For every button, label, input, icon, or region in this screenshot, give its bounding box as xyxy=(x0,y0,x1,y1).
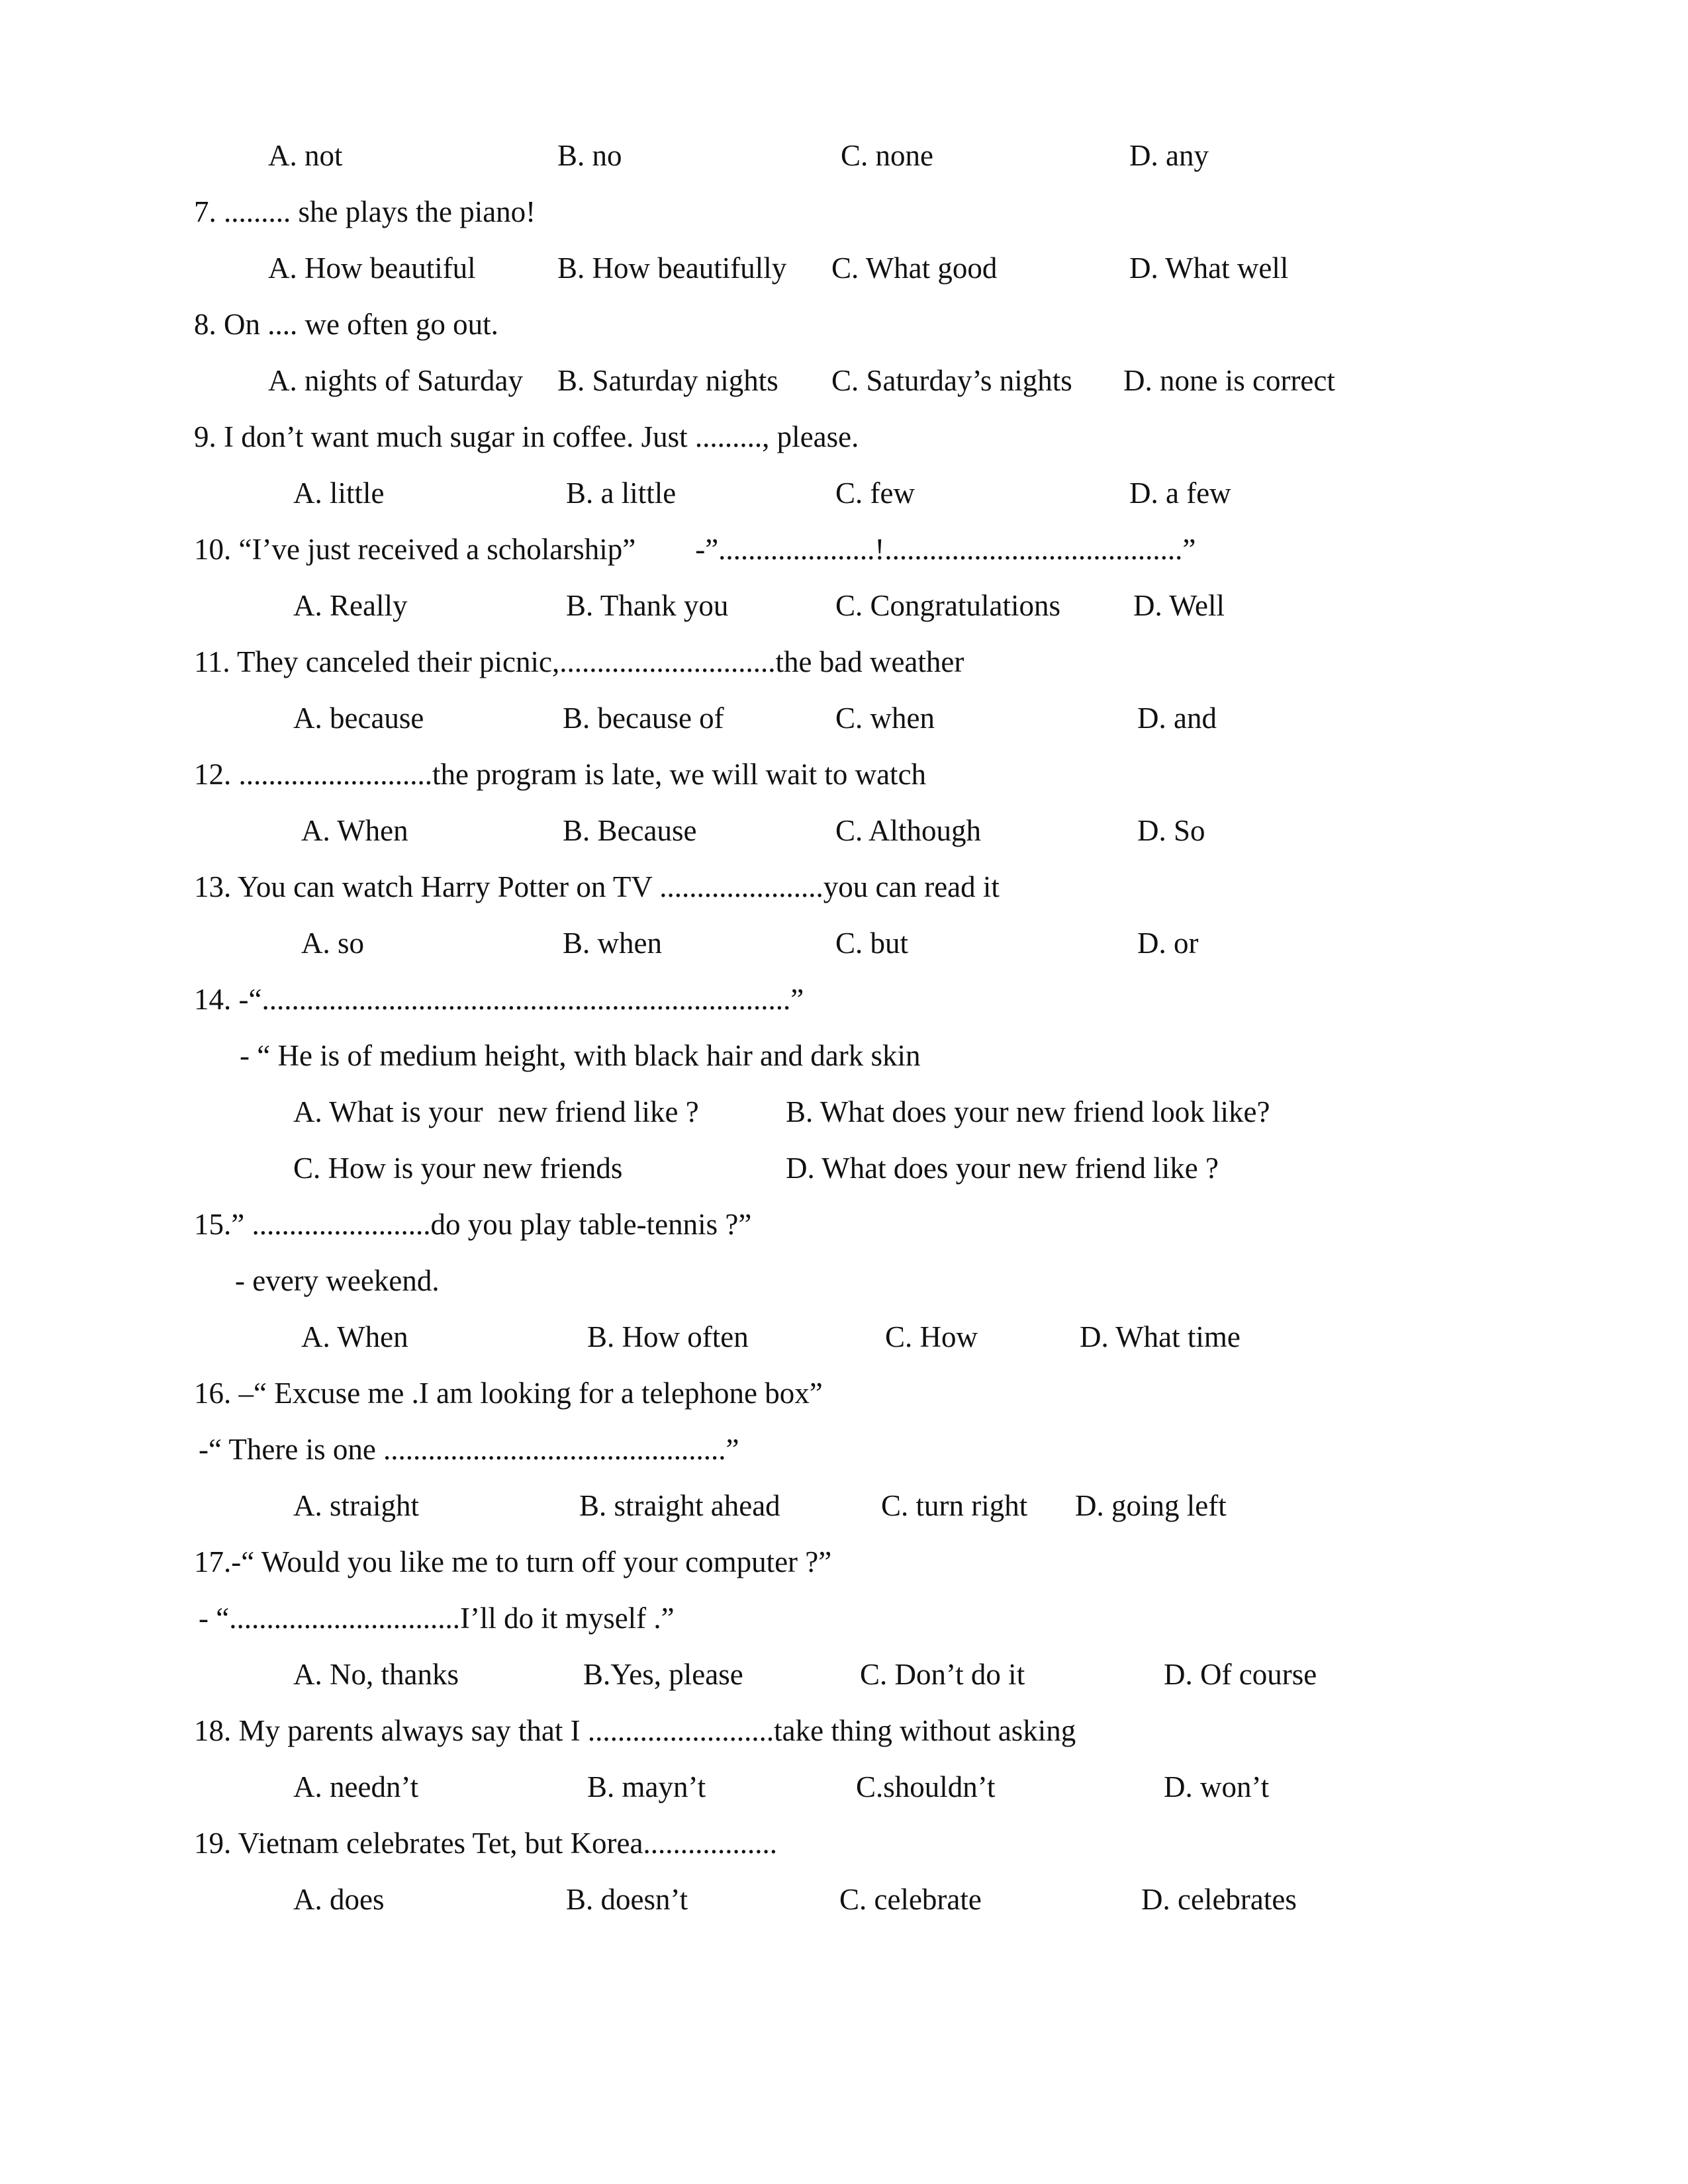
option-d: D. a few xyxy=(1129,477,1231,510)
answer-line: - “ He is of medium height, with black hair and dark skin xyxy=(240,1039,921,1072)
answer-line: - every weekend. xyxy=(235,1264,440,1297)
option-a: A. How beautiful xyxy=(268,251,476,285)
option-a: A. because xyxy=(293,702,424,735)
option-a: A. does xyxy=(293,1883,385,1916)
question-9: 9. I don’t want much sugar in coffee. Just ........., please. xyxy=(194,420,859,453)
question-17: 17.-“ Would you like me to turn off your computer ?” xyxy=(194,1545,832,1578)
option-b: B. because of xyxy=(563,702,724,735)
option-d: D. Of course xyxy=(1164,1658,1317,1691)
option-a: A. Really xyxy=(293,589,408,622)
option-b: B. no xyxy=(557,139,622,172)
option-b: B. Thank you xyxy=(566,589,729,622)
option-c: C. Congratulations xyxy=(835,589,1060,622)
question-18: 18. My parents always say that I .........................take thing without asking xyxy=(194,1714,1076,1747)
option-c: C. Don’t do it xyxy=(860,1658,1025,1691)
option-d: D. any xyxy=(1129,139,1209,172)
option-a: A. nights of Saturday xyxy=(268,364,523,397)
option-b: B. Saturday nights xyxy=(557,364,778,397)
option-a: A. When xyxy=(301,1320,408,1353)
option-d: D. and xyxy=(1137,702,1217,735)
option-c: C. How is your new friends xyxy=(293,1152,623,1185)
option-d: D. So xyxy=(1137,814,1205,847)
option-c: C. few xyxy=(835,477,915,510)
question-14: 14. -“.......................................................................” xyxy=(194,983,804,1016)
option-a: A. When xyxy=(301,814,408,847)
option-d: D. won’t xyxy=(1164,1770,1270,1803)
option-a: A. What is your new friend like ? xyxy=(293,1095,699,1128)
option-d: D. celebrates xyxy=(1141,1883,1297,1916)
question-12: 12. ..........................the program is late, we will wait to watch xyxy=(194,758,927,791)
option-a: A. so xyxy=(301,927,365,960)
option-a: A. straight xyxy=(293,1489,419,1522)
question-7: 7. ......... she plays the piano! xyxy=(194,195,536,228)
question-10: 10. “I’ve just received a scholarship” -”.....................!........................................” xyxy=(194,533,1196,566)
option-c: C. How xyxy=(885,1320,978,1353)
option-b: B. What does your new friend look like? xyxy=(786,1095,1270,1128)
option-b: B. Because xyxy=(563,814,697,847)
question-8: 8. On .... we often go out. xyxy=(194,308,498,341)
option-a: A. not xyxy=(268,139,343,172)
option-c: C. celebrate xyxy=(839,1883,982,1916)
option-d: D. Well xyxy=(1133,589,1225,622)
option-d: D. or xyxy=(1137,927,1199,960)
question-11: 11. They canceled their picnic,.............................the bad weather xyxy=(194,645,964,678)
option-c: C.shouldn’t xyxy=(856,1770,996,1803)
option-b: B. a little xyxy=(566,477,677,510)
option-a: A. little xyxy=(293,477,385,510)
option-d: D. What time xyxy=(1080,1320,1241,1353)
option-c: C. Although xyxy=(835,814,982,847)
option-c: C. Saturday’s nights xyxy=(831,364,1072,397)
option-a: A. needn’t xyxy=(293,1770,419,1803)
answer-line: - “...............................I’ll do it myself .” xyxy=(199,1602,675,1635)
question-15: 15.” ........................do you play table-tennis ?” xyxy=(194,1208,752,1241)
option-a: A. No, thanks xyxy=(293,1658,459,1691)
option-c: C. none xyxy=(841,139,933,172)
question-19: 19. Vietnam celebrates Tet, but Korea.................. xyxy=(194,1827,777,1860)
option-d: D. going left xyxy=(1075,1489,1227,1522)
option-c: C. What good xyxy=(831,251,998,285)
option-b: B. How beautifully xyxy=(557,251,787,285)
option-b: B.Yes, please xyxy=(583,1658,743,1691)
answer-line: -“ There is one ..............................................” xyxy=(199,1433,739,1466)
option-b: B. How often xyxy=(587,1320,749,1353)
option-b: B. doesn’t xyxy=(566,1883,688,1916)
option-c: C. but xyxy=(835,927,909,960)
option-c: C. when xyxy=(835,702,935,735)
question-13: 13. You can watch Harry Potter on TV ......................you can read it xyxy=(194,870,1000,903)
option-d: D. none is correct xyxy=(1123,364,1335,397)
option-d: D. What does your new friend like ? xyxy=(786,1152,1219,1185)
option-b: B. straight ahead xyxy=(579,1489,780,1522)
option-d: D. What well xyxy=(1129,251,1289,285)
option-c: C. turn right xyxy=(881,1489,1028,1522)
option-b: B. when xyxy=(563,927,662,960)
option-b: B. mayn’t xyxy=(587,1770,706,1803)
question-16: 16. –“ Excuse me .I am looking for a telephone box” xyxy=(194,1377,823,1410)
